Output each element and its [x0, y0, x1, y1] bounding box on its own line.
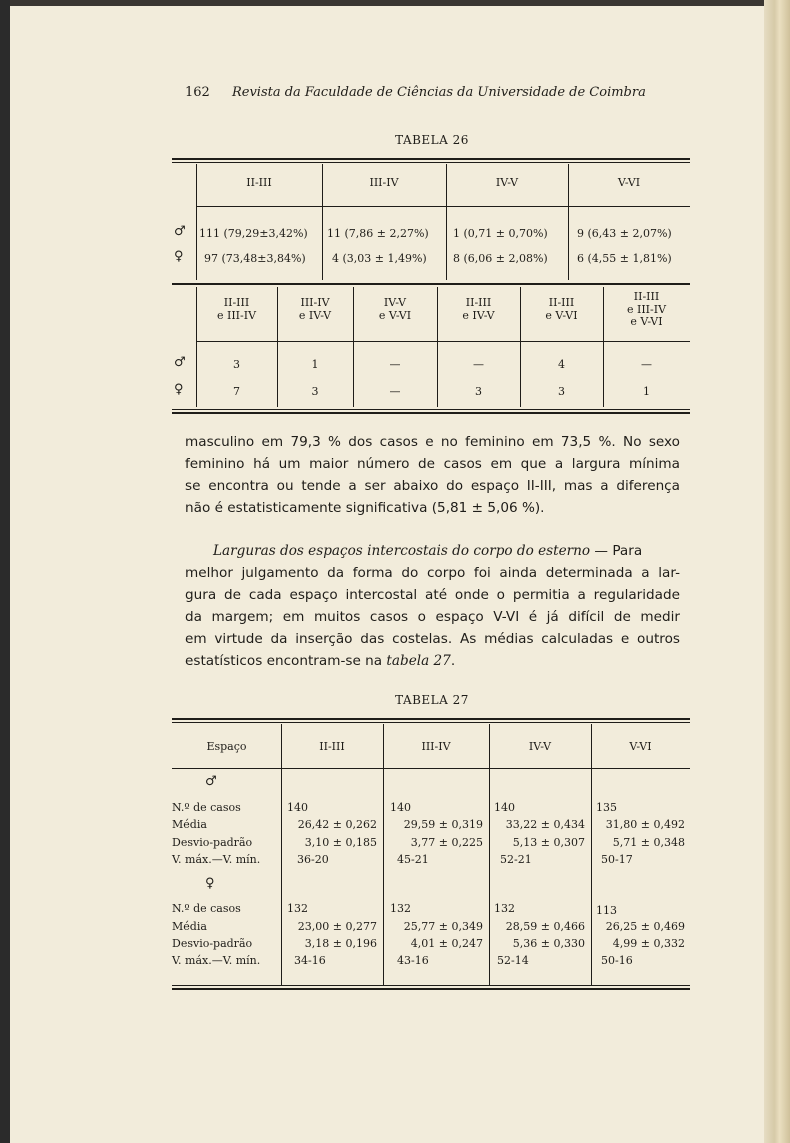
text-line: em virtude da inserção das costelas. As médias calculadas e outros — [185, 631, 680, 647]
table-cell: 4 (3,03 ± 1,49%) — [332, 252, 427, 265]
table-cell: 1 (0,71 ± 0,70%) — [453, 227, 548, 240]
col-header — [437, 296, 520, 322]
table-cell: 111 (79,29±3,42%) — [199, 227, 308, 240]
col-header-line: IV-V — [383, 296, 407, 309]
running-header — [185, 85, 645, 100]
table-cell: — — [389, 385, 401, 398]
table-cell: 135 — [596, 801, 617, 814]
table-cell: 5,36 ± 0,330 — [512, 937, 585, 950]
col-header: III-IV — [421, 740, 451, 753]
table-cell: 45-21 — [397, 853, 429, 866]
table-cell: 3 — [558, 385, 565, 398]
table-cell: 36-20 — [297, 853, 329, 866]
table-cell: 43-16 — [397, 954, 429, 967]
col-header-line: II-III — [548, 296, 575, 309]
table-cell: 50-16 — [601, 954, 633, 967]
table-27-bottom-rule-thick — [172, 988, 690, 990]
table-cell: 140 — [494, 801, 515, 814]
table-cell: 33,22 ± 0,434 — [505, 818, 585, 831]
col-header-line: e III-IV — [626, 302, 667, 316]
female-symbol: ♀ — [174, 249, 184, 264]
table-cell: 50-17 — [601, 853, 633, 866]
table-cell: 132 — [390, 902, 411, 915]
table-27-bottom-rule — [172, 985, 690, 986]
table-26-caption: TABELA 26 — [395, 133, 469, 147]
text-fragment: . — [450, 653, 456, 669]
text-line: se encontra ou tende a ser abaixo do espaço II-III, mas a diferença — [185, 478, 680, 494]
journal-title: Revista da Faculdade de Ciências da Universidade de Coimbra — [231, 85, 646, 100]
col-header-line: II-III — [223, 296, 250, 309]
paragraph-1 — [185, 431, 680, 519]
text-line: masculino em 79,3 % dos casos e no feminino em 73,5 %. No sexo — [185, 434, 680, 450]
col-header: II-III — [319, 740, 345, 753]
text-line: da margem; em muitos casos o espaço V-VI é já difícil de medir — [185, 609, 680, 625]
male-symbol: ♂ — [174, 224, 186, 239]
col-header: IV-V — [528, 740, 552, 753]
table-cell: 5,71 ± 0,348 — [612, 836, 685, 849]
table-cell: — — [473, 358, 484, 371]
table-cell: 132 — [494, 902, 515, 915]
table-cell: 97 (73,48±3,84%) — [204, 252, 306, 265]
table-26-mid-rule — [172, 283, 690, 285]
page-number: 162 — [185, 85, 210, 100]
col-header — [520, 296, 603, 322]
table-cell: 9 (6,43 ± 2,07%) — [577, 227, 672, 240]
text-line: gura de cada espaço intercostal até onde o permitia a regularidade — [185, 587, 680, 603]
col-header: V-VI — [629, 740, 652, 753]
col-header-line: e V-VI — [545, 309, 578, 322]
page-top-edge — [0, 0, 790, 6]
table-cell: 1 — [643, 385, 650, 398]
table-26-top-rule — [172, 158, 690, 160]
table-cell: 26,25 ± 0,469 — [605, 920, 685, 933]
text-fragment: — Para — [590, 543, 643, 559]
table-cell: 4,01 ± 0,247 — [410, 937, 483, 950]
text-line — [185, 540, 680, 562]
table-cell: 3,77 ± 0,225 — [410, 836, 483, 849]
table-cell: 4 — [558, 358, 565, 371]
table-cell: 132 — [287, 902, 308, 915]
table-cell: 25,77 ± 0,349 — [403, 920, 483, 933]
table-cell: 3,18 ± 0,196 — [304, 937, 377, 950]
male-symbol: ♂ — [174, 355, 186, 370]
table-cell: 34-16 — [294, 954, 326, 967]
text-line: não é estatisticamente significativa (5,81 ± 5,06 %). — [185, 500, 545, 516]
table-cell: — — [641, 358, 652, 371]
table-reference: tabela 27 — [386, 653, 451, 669]
table-cell: 52-14 — [497, 954, 529, 967]
table-26-bottom-rule — [172, 409, 690, 410]
table-cell: 3 — [475, 385, 482, 398]
col-header-line: II-III — [465, 296, 492, 309]
table-cell: — — [389, 358, 401, 371]
table-27-top-rule-thin — [172, 722, 690, 723]
female-symbol: ♀ — [205, 876, 215, 891]
text-line: melhor julgamento da forma do corpo foi ainda determinada a lar- — [185, 565, 680, 581]
table-27-caption: TABELA 27 — [395, 693, 469, 707]
row-label: Média — [172, 818, 207, 831]
table-cell: 140 — [390, 801, 411, 814]
row-label: N.º de casos — [172, 902, 241, 915]
row-label: Desvio-padrão — [172, 937, 253, 950]
table-cell: 3 — [311, 385, 319, 398]
table-cell: 3,10 ± 0,185 — [304, 836, 377, 849]
male-symbol: ♂ — [205, 774, 217, 789]
col-header: II-III — [246, 176, 272, 189]
col-header-line: e IV-V — [462, 309, 495, 322]
table-cell: 11 (7,86 ± 2,27%) — [327, 227, 429, 240]
table-cell: 5,13 ± 0,307 — [512, 836, 585, 849]
paragraph-2 — [185, 540, 680, 672]
table-cell: 1 — [311, 358, 319, 371]
table-26-top-rule-thin — [172, 162, 690, 163]
table-cell: 52-21 — [500, 853, 532, 866]
header-underline — [172, 768, 690, 769]
col-header — [277, 296, 353, 322]
col-header — [196, 296, 277, 322]
row-label: Média — [172, 920, 207, 933]
col-header: V-VI — [617, 176, 641, 189]
table-cell: 113 — [596, 904, 617, 917]
header-underline — [196, 206, 690, 207]
table-cell: 7 — [233, 385, 240, 398]
row-label: N.º de casos — [172, 801, 241, 814]
col-header — [353, 296, 437, 322]
col-header-line: III-IV — [300, 296, 330, 309]
col-header — [603, 291, 690, 329]
female-symbol: ♀ — [174, 382, 184, 397]
table-26-bottom-rule-thick — [172, 412, 690, 414]
header-underline — [196, 341, 690, 342]
text-line: feminino há um maior número de casos em que a largura mínima — [185, 456, 680, 472]
section-heading: Larguras dos espaços intercostais do corpo do esterno — [213, 543, 591, 559]
table-cell: 23,00 ± 0,277 — [297, 920, 377, 933]
table-cell: 8 (6,06 ± 2,08%) — [453, 252, 548, 265]
table-cell: 29,59 ± 0,319 — [403, 818, 483, 831]
table-cell: 4,99 ± 0,332 — [612, 937, 685, 950]
col-header: IV-V — [495, 176, 519, 189]
text-line — [185, 650, 680, 672]
table-27-top-rule — [172, 718, 690, 720]
table-cell: 26,42 ± 0,262 — [297, 818, 377, 831]
table-cell: 31,80 ± 0,492 — [605, 818, 685, 831]
col-header: III-IV — [369, 176, 399, 189]
col-header-line: e V-VI — [630, 315, 663, 328]
book-spine-shadow — [0, 0, 10, 1143]
col-header-line: e V-VI — [378, 309, 412, 322]
table-cell: 140 — [287, 801, 308, 814]
table-cell: 3 — [233, 358, 240, 371]
row-label: Desvio-padrão — [172, 836, 253, 849]
row-label: V. máx.—V. mín. — [172, 954, 261, 967]
col-header: Espaço — [206, 740, 247, 753]
table-cell: 6 (4,55 ± 1,81%) — [577, 252, 672, 265]
col-header-line: II-III — [633, 290, 660, 303]
col-header-line: e IV-V — [298, 309, 332, 322]
text-fragment: estatísticos encontram-se na — [185, 653, 387, 669]
page-fore-edge — [764, 0, 790, 1143]
row-label: V. máx.—V. mín. — [172, 853, 261, 866]
table-cell: 28,59 ± 0,466 — [505, 920, 585, 933]
col-header-line: e III-IV — [216, 309, 257, 322]
